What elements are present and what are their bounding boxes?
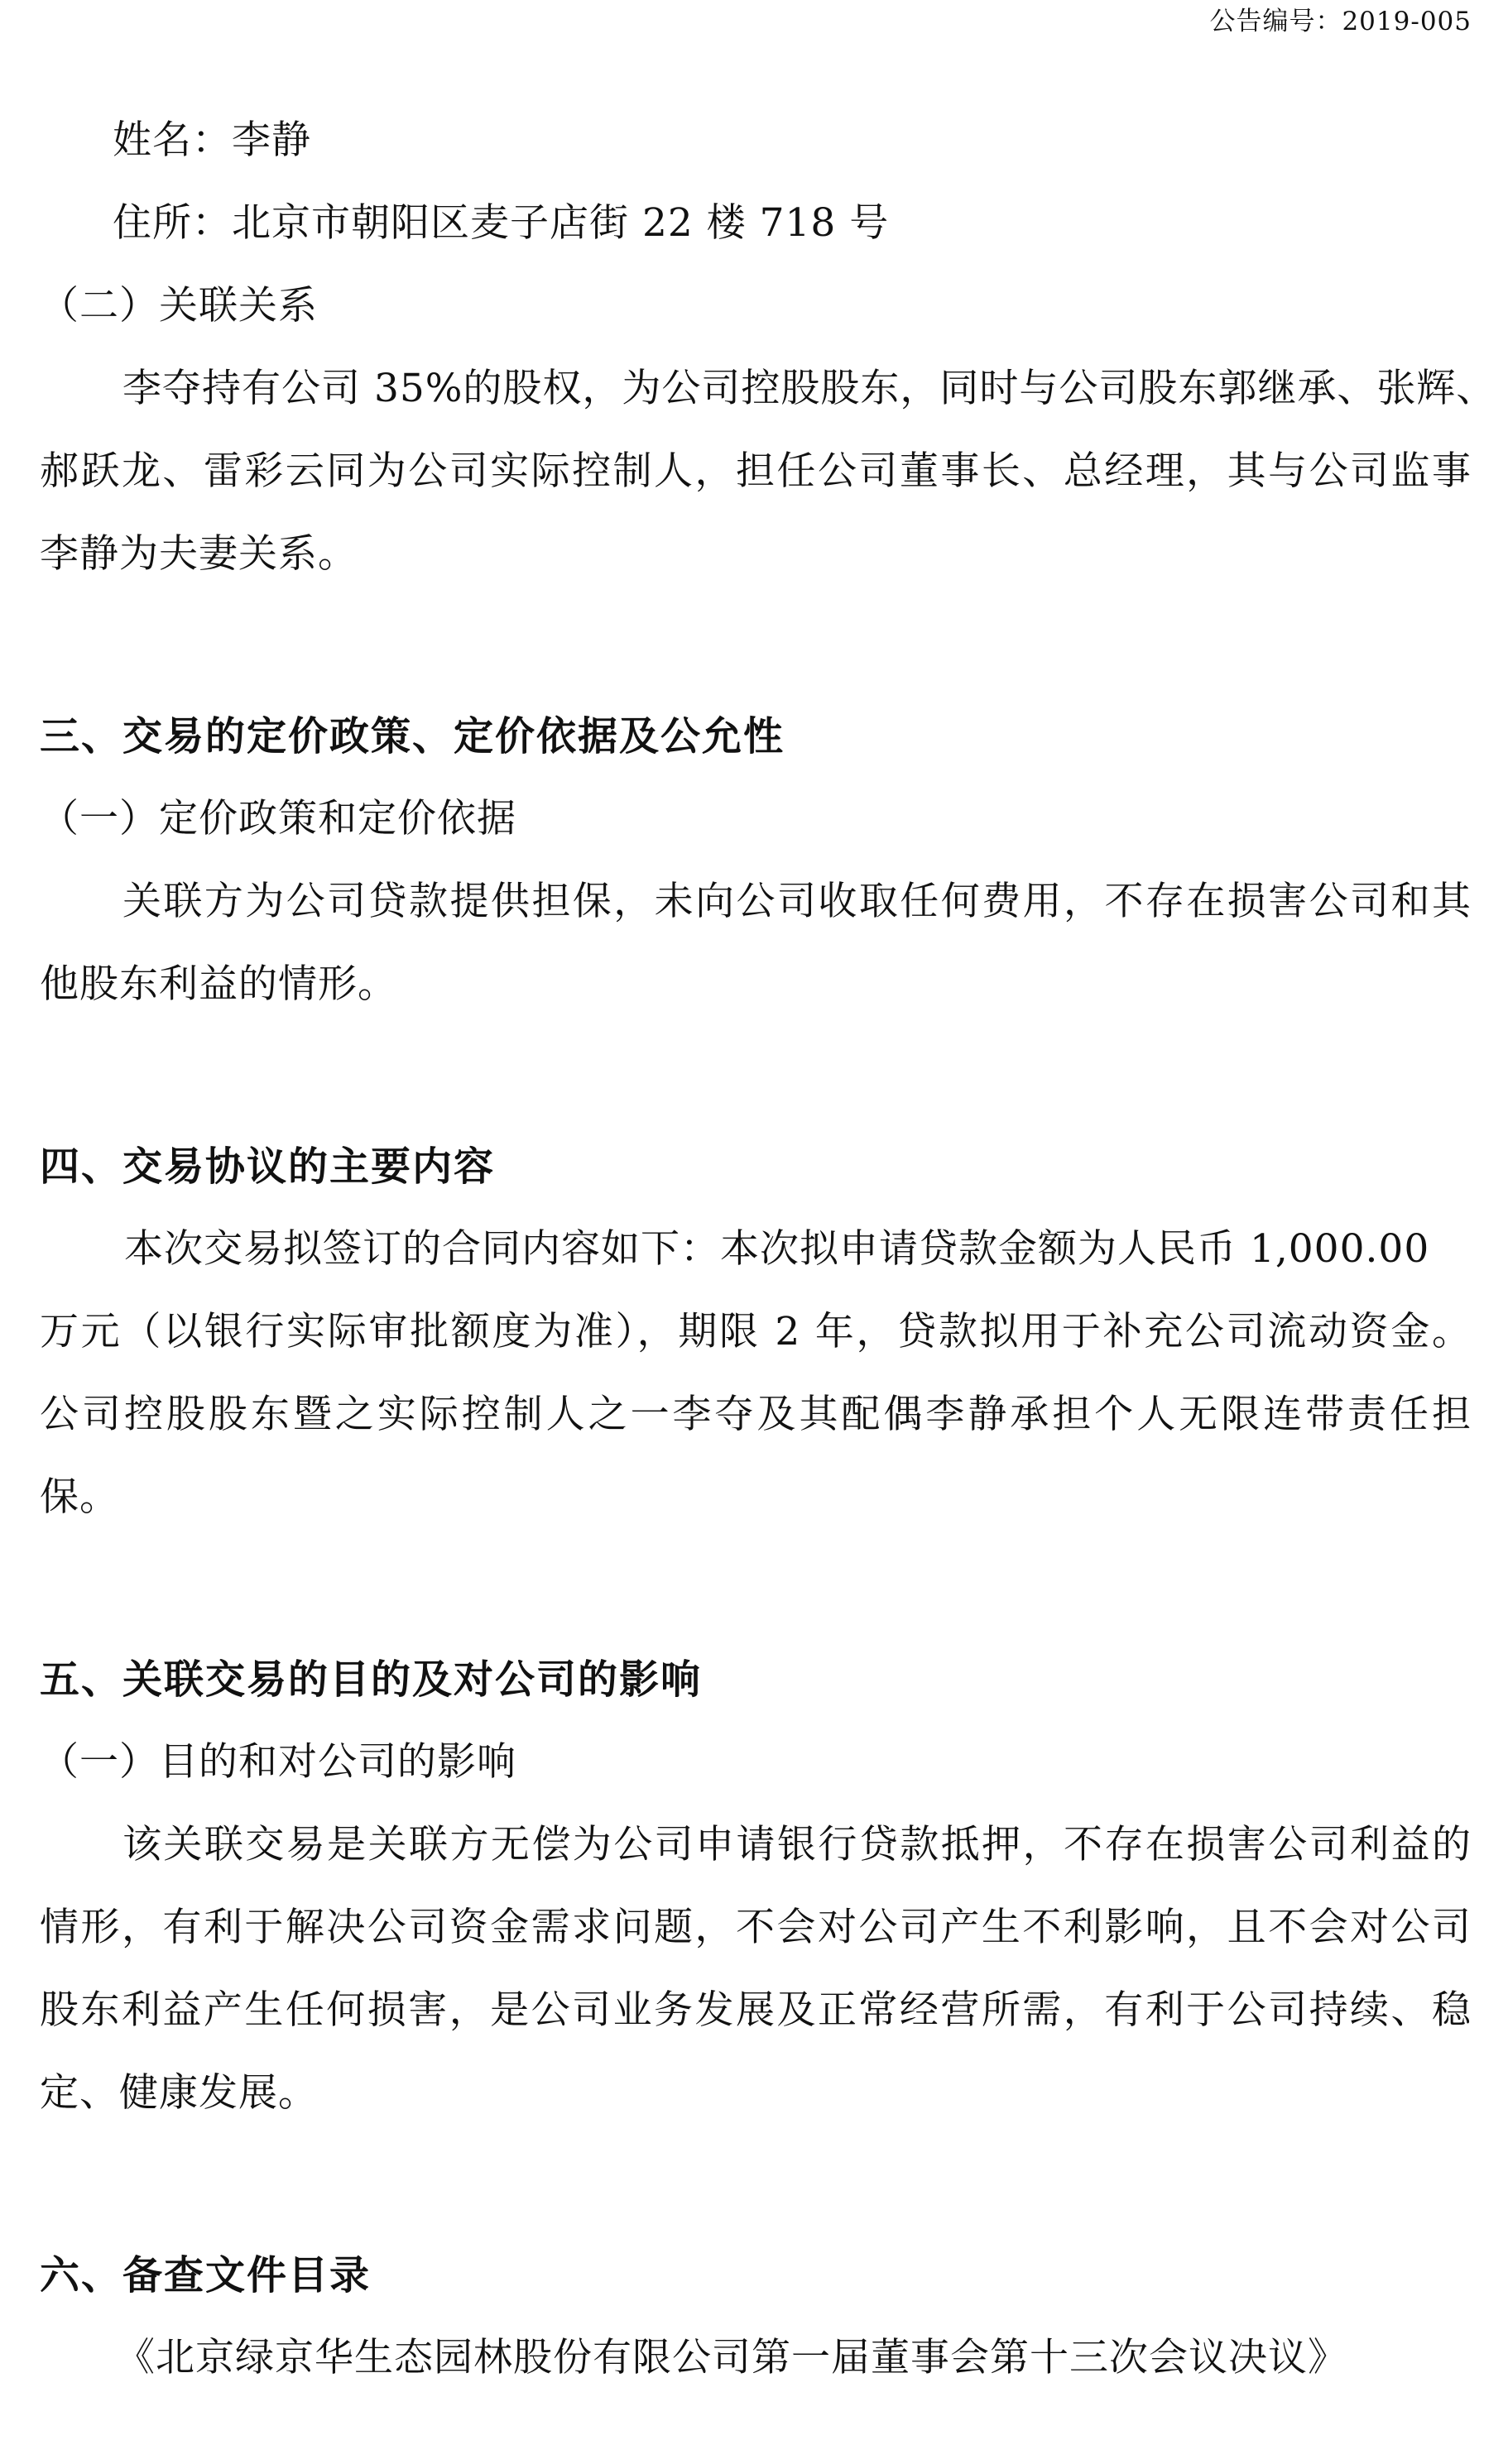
section-heading-reference-docs: 六、备查文件目录 [40,2252,372,2299]
section-heading-agreement: 四、交易协议的主要内容 [40,1143,496,1190]
announcement-number: 公告编号：2019-005 [1209,7,1472,36]
relationship-paragraph-line: 李夺持有公司 35%的股权，为公司控股股东，同时与公司股东郭继承、张辉、 [122,366,1496,411]
subsection-heading-pricing-basis: （一）定价政策和定价依据 [40,796,516,841]
related-party-address: 住所：北京市朝阳区麦子店街 22 楼 718 号 [113,200,890,246]
reference-document-item: 《北京绿京华生态园林股份有限公司第一届董事会第十三次会议决议》 [116,2335,1347,2380]
agreement-paragraph-line: 保。 [40,1474,119,1520]
relationship-paragraph-line: 李静为夫妻关系。 [40,531,358,577]
agreement-paragraph-line: 本次交易拟签订的合同内容如下：本次拟申请贷款金额为人民币 1,000.00 [124,1226,1430,1272]
purpose-paragraph-line: 情形，有利于解决公司资金需求问题，不会对公司产生不利影响，且不会对公司 [40,1905,1472,1950]
purpose-paragraph-line: 股东利益产生任何损害，是公司业务发展及正常经营所需，有利于公司持续、稳 [40,1987,1472,2033]
relationship-paragraph-line: 郝跃龙、雷彩云同为公司实际控制人，担任公司董事长、总经理，其与公司监事 [40,448,1472,494]
section-heading-pricing: 三、交易的定价政策、定价依据及公允性 [40,713,785,760]
subsection-heading-relationship: （二）关联关系 [40,283,318,328]
agreement-paragraph-line: 万元（以银行实际审批额度为准），期限 2 年，贷款拟用于补充公司流动资金。 [40,1309,1472,1354]
agreement-paragraph-line: 公司控股股东暨之实际控制人之一李夺及其配偶李静承担个人无限连带责任担 [40,1392,1472,1437]
purpose-paragraph-line: 该关联交易是关联方无偿为公司申请银行贷款抵押，不存在损害公司利益的 [122,1822,1472,1867]
subsection-heading-purpose: （一）目的和对公司的影响 [40,1739,516,1785]
purpose-paragraph-line: 定、健康发展。 [40,2070,318,2116]
pricing-paragraph-line: 关联方为公司贷款提供担保，未向公司收取任何费用，不存在损害公司和其 [122,879,1472,924]
pricing-paragraph-line: 他股东利益的情形。 [40,961,397,1007]
section-heading-purpose: 五、关联交易的目的及对公司的影响 [40,1656,703,1703]
related-party-name: 姓名：李静 [113,117,311,163]
